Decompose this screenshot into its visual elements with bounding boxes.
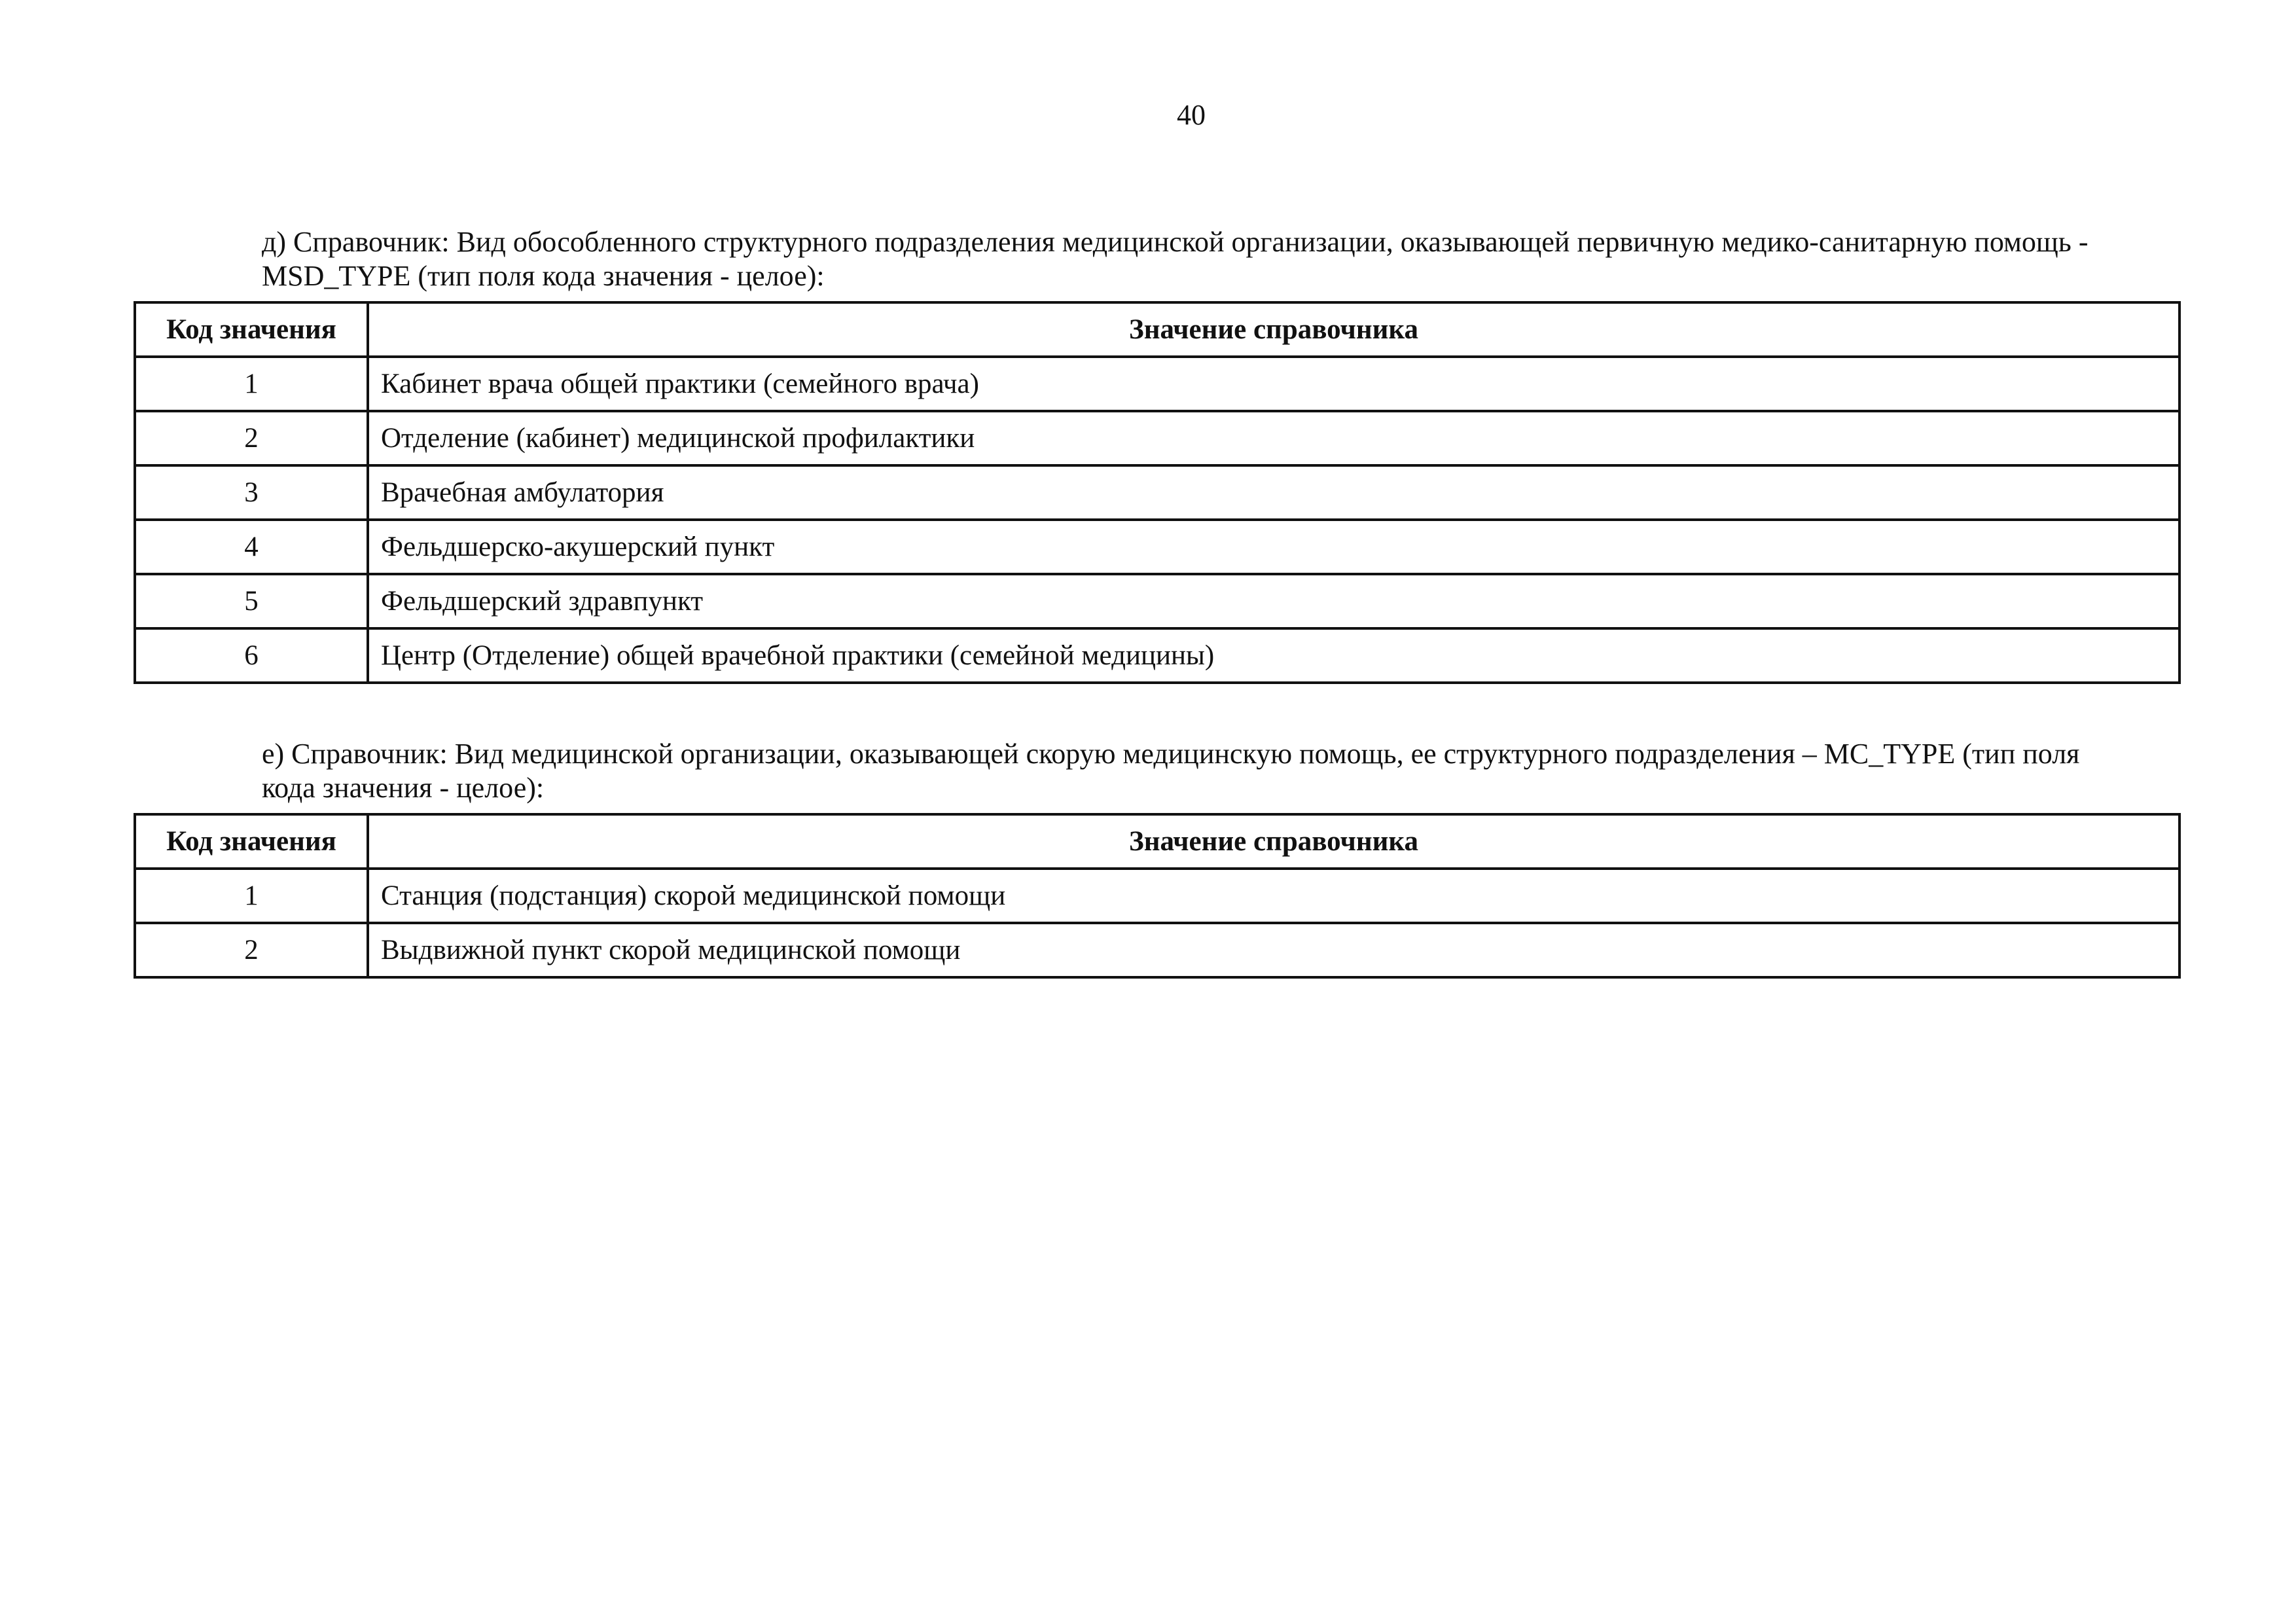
table-header-row [135,814,2179,869]
section-mc-type [134,737,2178,979]
row-value: Врачебная амбулатория [368,465,2179,520]
section-caption: е) Справочник: Вид медицинской организации, оказывающей скорую медицинскую помощь, ее структурного подразделения – MC_TYPE (тип поля кода значения - целое): [262,738,2080,804]
row-code: 1 [135,869,368,923]
section-msd-type [134,225,2178,684]
column-header-code: Код значения [135,302,368,357]
table-row [135,628,2179,683]
column-header-code: Код значения [135,814,368,869]
table-row [135,357,2179,411]
row-value: Фельдшерско-акушерский пункт [368,520,2179,574]
row-code: 6 [135,628,368,683]
row-value: Отделение (кабинет) медицинской профилактики [368,411,2179,465]
row-code: 5 [135,574,368,628]
row-value: Выдвижной пункт скорой медицинской помощи [368,923,2179,977]
row-code: 1 [135,357,368,411]
column-header-value: Значение справочника [368,302,2179,357]
table-row [135,520,2179,574]
row-code: 2 [135,411,368,465]
table-row [135,465,2179,520]
row-code: 3 [135,465,368,520]
row-value: Центр (Отделение) общей врачебной практики (семейной медицины) [368,628,2179,683]
table-row [135,574,2179,628]
row-code: 4 [135,520,368,574]
reference-table-mc-type [134,813,2181,979]
table-row [135,869,2179,923]
page-number: 40 [1177,99,1206,131]
row-value: Кабинет врача общей практики (семейного врача) [368,357,2179,411]
column-header-value: Значение справочника [368,814,2179,869]
table-header-row [135,302,2179,357]
table-row [135,923,2179,977]
row-value: Станция (подстанция) скорой медицинской помощи [368,869,2179,923]
section-caption: д) Справочник: Вид обособленного структурного подразделения медицинской организации, оказывающей первичную медико-санитарную помощь - MSD_TYPE (тип поля кода значения - целое): [262,226,2089,292]
reference-table-msd-type [134,301,2181,684]
row-code: 2 [135,923,368,977]
table-row [135,411,2179,465]
row-value: Фельдшерский здравпункт [368,574,2179,628]
